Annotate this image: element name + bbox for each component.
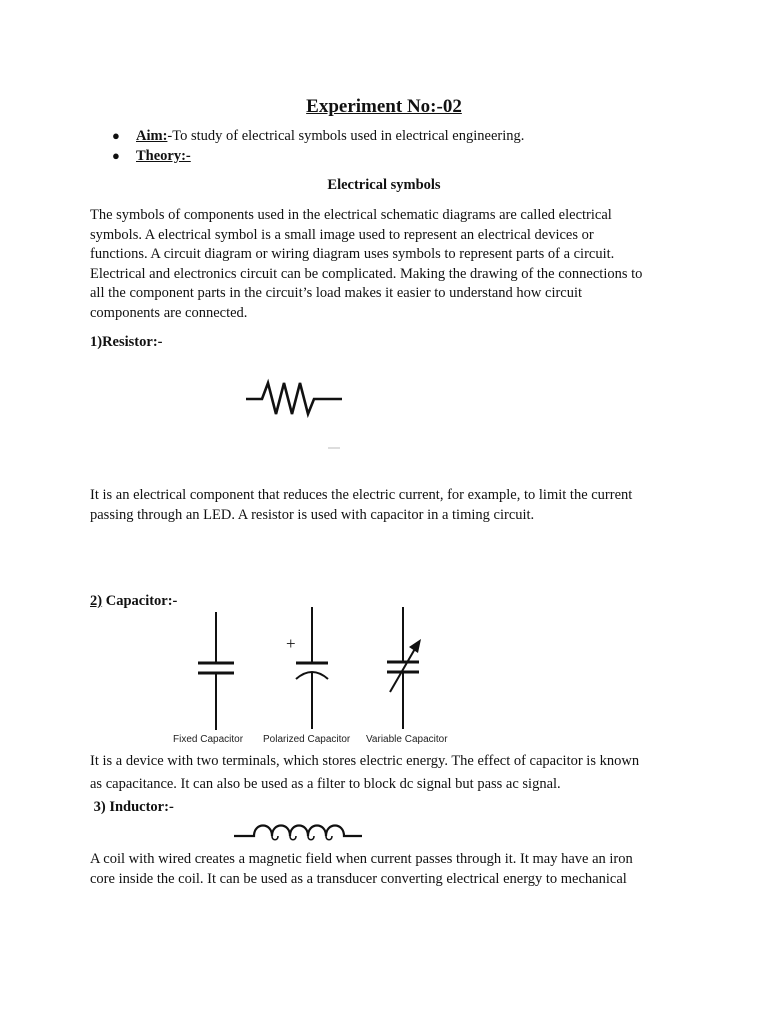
resistor-line: passing through an LED. A resistor is used with capacitor in a timing circuit. xyxy=(90,506,535,523)
intro-line: Electrical and electronics circuit can be complicated. Making the drawing of the connections to xyxy=(90,265,643,282)
theory-label: Theory:- xyxy=(136,148,191,164)
fixed-capacitor-label: Fixed Capacitor xyxy=(173,734,244,745)
plus-sign: + xyxy=(286,634,296,653)
bullet-icon: ● xyxy=(112,128,120,143)
page-title: Experiment No:-02 xyxy=(306,96,462,117)
aim-text: -To study of electrical symbols used in electrical engineering. xyxy=(167,128,525,144)
aim-bullet xyxy=(112,128,524,145)
capacitor-description xyxy=(90,750,680,796)
capacitor-heading xyxy=(90,593,177,610)
intro-line: functions. A circuit diagram or wiring diagram uses symbols to represent parts of a circuit. xyxy=(90,246,615,262)
inductor-symbol-icon xyxy=(232,818,364,842)
capacitor-line: It is a device with two terminals, which stores electric energy. The effect of capacitor is known xyxy=(90,753,640,769)
variable-capacitor-label: Variable Capacitor xyxy=(366,734,448,745)
intro-line: symbols. A electrical symbol is a small image used to represent an electrical devices or xyxy=(90,226,594,243)
intro-line: The symbols of components used in the electrical schematic diagrams are called electrical xyxy=(90,207,612,223)
capacitor-heading-text: Capacitor:- xyxy=(102,593,178,609)
capacitor-heading-number: 2) xyxy=(90,593,103,609)
variable-capacitor-icon xyxy=(383,607,429,731)
intro-line: all the component parts in the circuit’s load makes it easier to understand how circuit xyxy=(90,285,583,301)
capacitor-line: as capacitance. It can also be used as a filter to block dc signal but pass ac signal. xyxy=(90,776,561,792)
polarized-capacitor-label: Polarized Capacitor xyxy=(263,734,351,745)
inductor-description xyxy=(90,850,680,889)
resistor-heading: 1)Resistor:- xyxy=(90,334,163,350)
intro-line: components are connected. xyxy=(90,304,248,321)
resistor-description xyxy=(90,486,680,525)
fixed-capacitor-icon xyxy=(196,612,236,734)
inductor-heading: 3) Inductor:- xyxy=(90,799,174,815)
intro-paragraph xyxy=(90,206,680,323)
bullet-icon: ● xyxy=(112,148,120,163)
inductor-line: core inside the coil. It can be used as a transducer converting electrical energy to mechanical xyxy=(90,870,627,887)
resistor-symbol-icon xyxy=(240,378,350,458)
resistor-line: It is an electrical component that reduces the electric current, for example, to limit the current xyxy=(90,487,633,503)
inductor-line: A coil with wired creates a magnetic field when current passes through it. It may have an iron xyxy=(90,851,633,867)
aim-label: Aim: xyxy=(136,128,168,144)
theory-bullet xyxy=(112,148,191,165)
polarized-capacitor-icon xyxy=(292,607,332,731)
section-heading: Electrical symbols xyxy=(327,177,441,193)
